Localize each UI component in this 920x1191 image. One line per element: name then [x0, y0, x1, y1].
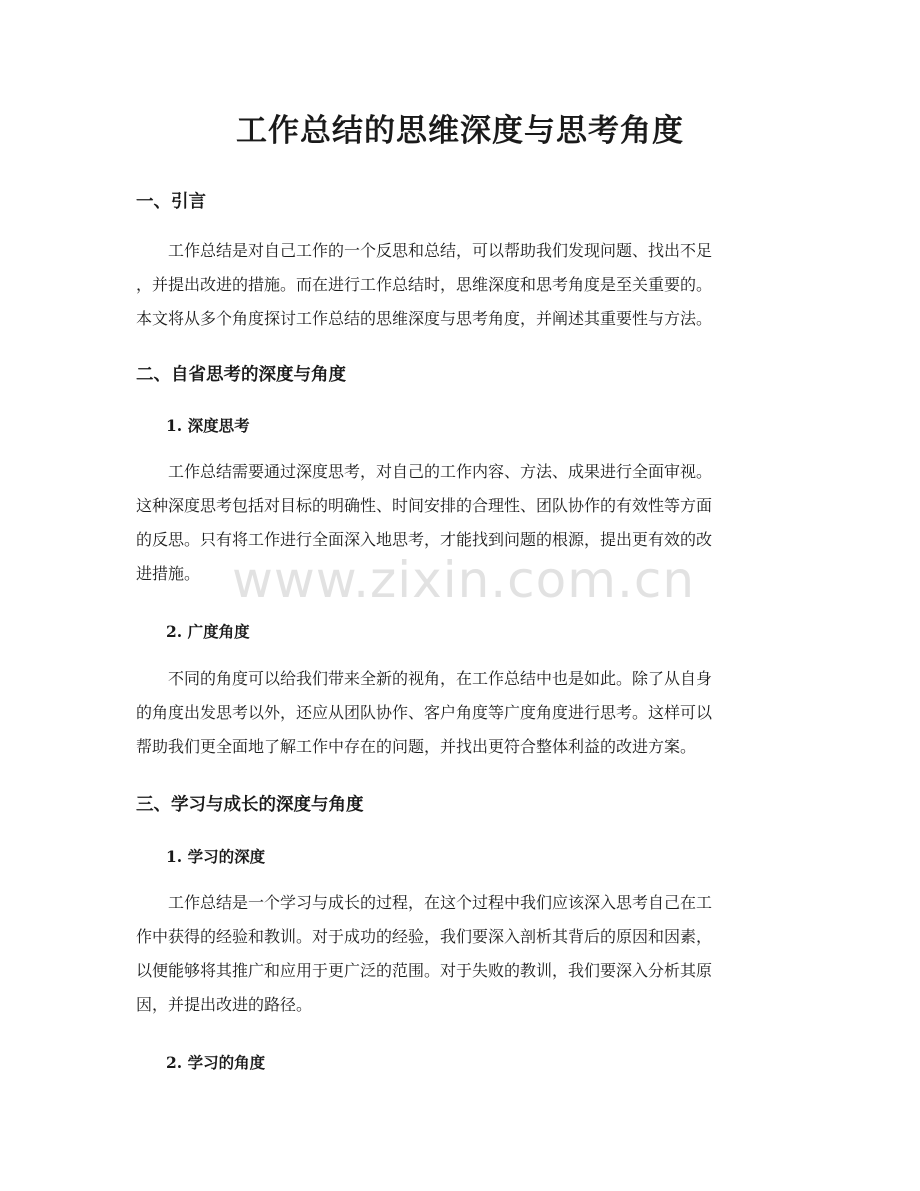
section-heading-intro: 一、引言	[136, 192, 206, 212]
paragraph-line: 帮助我们更全面地了解工作中存在的问题，并找出更符合整体利益的改进方案。	[136, 737, 697, 756]
paragraph-breadth-angle	[136, 662, 786, 764]
section-heading-learning-growth: 三、学习与成长的深度与角度	[136, 795, 364, 815]
subsection-heading-depth-thinking: 1. 深度思考	[166, 416, 250, 435]
section-heading-self-reflection: 二、自省思考的深度与角度	[136, 365, 346, 385]
paragraph-depth-thinking	[136, 455, 786, 591]
paragraph-line: 因，并提出改进的路径。	[136, 995, 313, 1014]
subsection-heading-learning-depth: 1. 学习的深度	[166, 847, 266, 866]
paragraph-learning-depth	[136, 886, 786, 1022]
paragraph-line: 作中获得的经验和教训。对于成功的经验，我们要深入剖析其背后的原因和因素，	[136, 927, 713, 946]
paragraph-line: 本文将从多个角度探讨工作总结的思维深度与思考角度，并阐述其重要性与方法。	[136, 309, 713, 328]
subsection-heading-learning-angle: 2. 学习的角度	[166, 1053, 266, 1072]
document-title: 工作总结的思维深度与思考角度	[236, 113, 684, 149]
subsection-heading-breadth-angle: 2. 广度角度	[166, 622, 250, 641]
paragraph-line: 这种深度思考包括对目标的明确性、时间安排的合理性、团队协作的有效性等方面	[136, 496, 713, 515]
paragraph-line: 的反思。只有将工作进行全面深入地思考，才能找到问题的根源，提出更有效的改	[136, 530, 713, 549]
paragraph-line: 进措施。	[136, 564, 201, 583]
paragraph-line: 以便能够将其推广和应用于更广泛的范围。对于失败的教训，我们要深入分析其原	[136, 961, 713, 980]
paragraph-line: 的角度出发思考以外，还应从团队协作、客户角度等广度角度进行思考。这样可以	[136, 703, 713, 722]
paragraph-line: 工作总结是对自己工作的一个反思和总结，可以帮助我们发现问题、找出不足	[168, 241, 713, 260]
paragraph-line: ，并提出改进的措施。而在进行工作总结时，思维深度和思考角度是至关重要的。	[136, 275, 713, 294]
paragraph-line: 工作总结需要通过深度思考，对自己的工作内容、方法、成果进行全面审视。	[168, 462, 713, 481]
paragraph-line: 不同的角度可以给我们带来全新的视角，在工作总结中也是如此。除了从自身	[168, 669, 713, 688]
paragraph-intro	[136, 234, 786, 336]
paragraph-line: 工作总结是一个学习与成长的过程，在这个过程中我们应该深入思考自己在工	[168, 893, 713, 912]
watermark: www.zixin.com.cn	[232, 551, 696, 609]
